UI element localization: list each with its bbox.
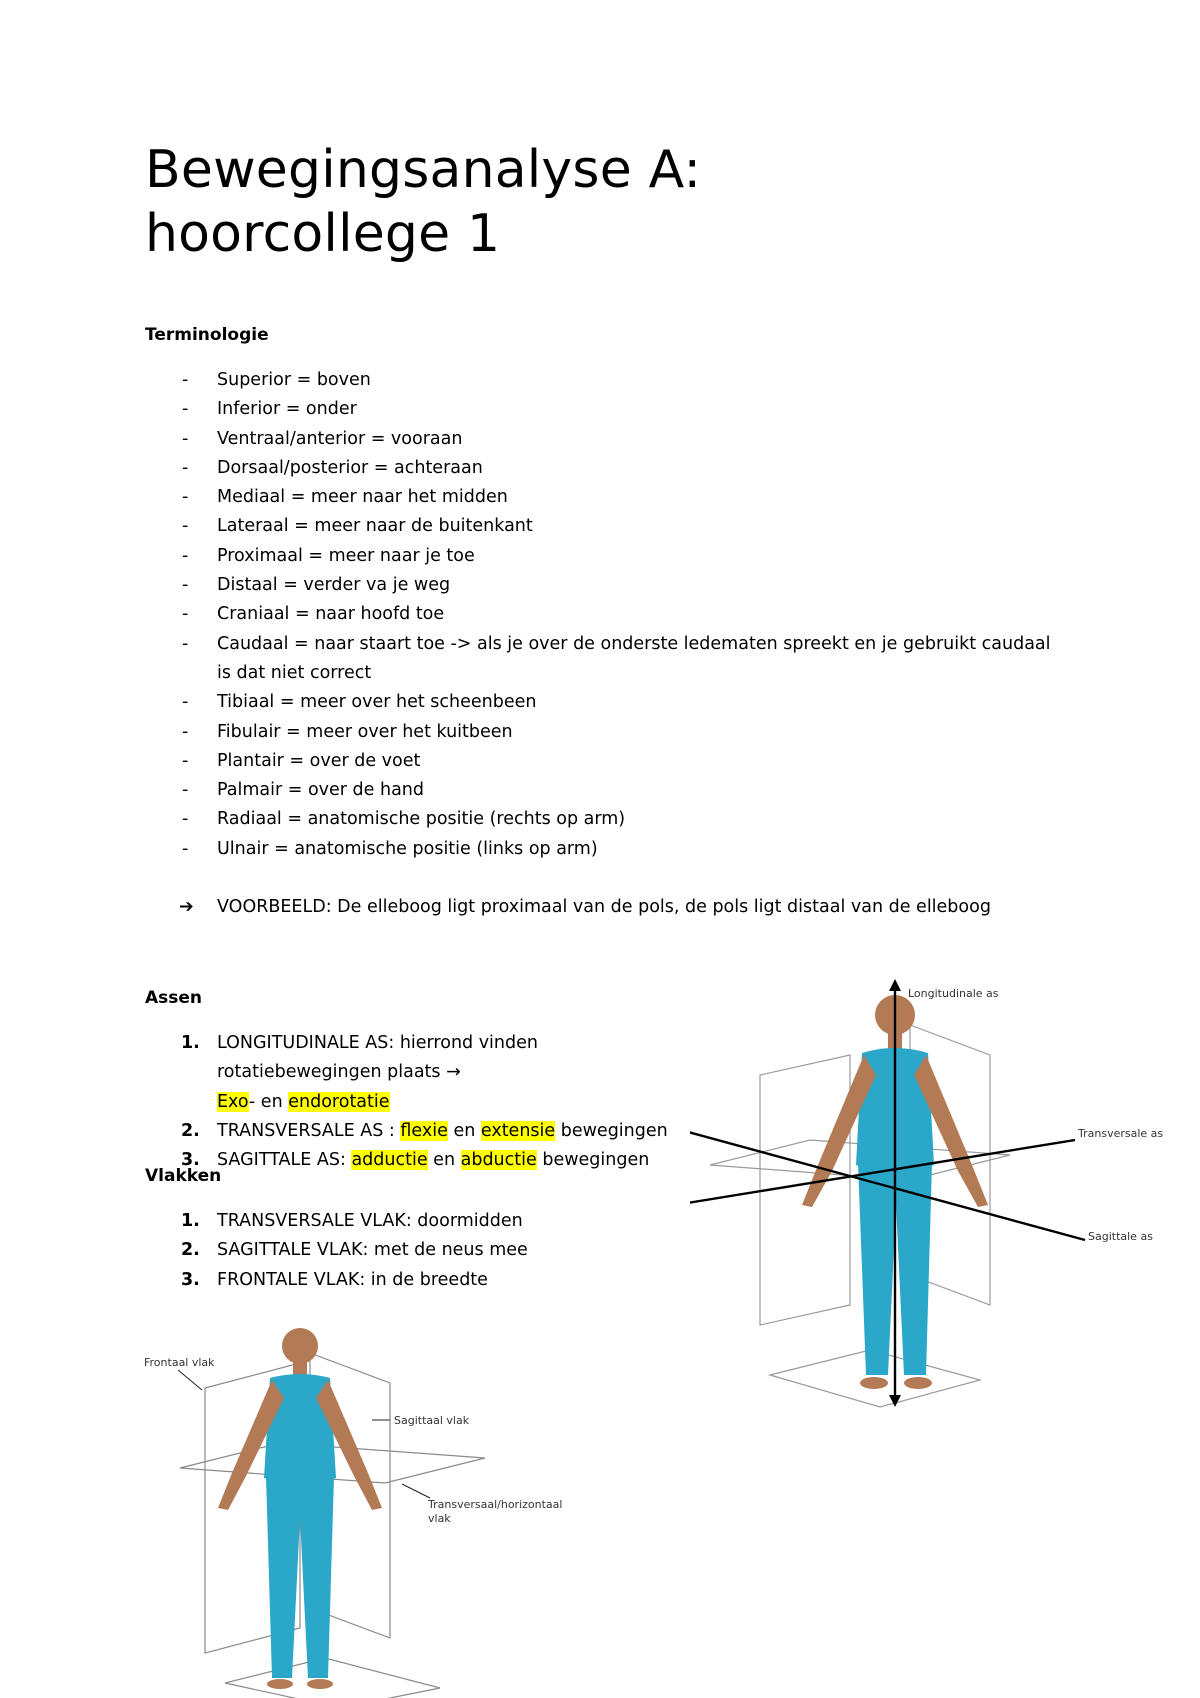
planes-figure <box>140 1308 590 1698</box>
label-transversal: Transversale as <box>1078 1127 1164 1140</box>
term-item: - Plantair = over de voet <box>182 750 421 771</box>
planes-item: 3. FRONTALE VLAK: in de breedte <box>181 1269 488 1290</box>
right-arrow-icon: ➔ <box>179 897 194 917</box>
term-item: - Ventraal/anterior = vooraan <box>182 428 463 449</box>
planes-item: 1. TRANSVERSALE VLAK: doormidden <box>181 1211 523 1231</box>
title-line-1: Bewegingsanalyse A: <box>145 140 702 200</box>
axes-figure <box>690 975 1170 1415</box>
term-item: - Palmair = over de hand <box>182 780 425 801</box>
term-item: - Proximaal = meer naar je toe <box>182 545 475 566</box>
human-figure <box>218 1328 382 1689</box>
example-text: VOORBEELD: De elleboog ligt proximaal van de pols, de pols ligt distaal van de elleboog <box>217 897 991 917</box>
axes-item-3: 3. SAGITTALE AS: adductie en abductie bewegingen <box>181 1150 650 1171</box>
term-item: - Fibulair = meer over het kuitbeen <box>182 721 513 742</box>
label-transversal-plane-1: Transversaal/horizontaal <box>428 1498 563 1511</box>
term-item: - Superior = boven <box>182 370 371 390</box>
label-longitudinal: Longitudinale as <box>908 987 999 1000</box>
document-title <box>145 138 701 266</box>
term-item: - Tibiaal = meer over het scheenbeen <box>182 692 537 713</box>
term-item: - Mediaal = meer naar het midden <box>182 487 508 508</box>
axes-heading: Assen <box>145 988 203 1008</box>
term-item: - Ulnair = anatomische positie (links op arm) <box>182 838 598 859</box>
planes-list <box>145 1207 705 1295</box>
terminology-list <box>145 366 1085 864</box>
label-transversal-plane-2: vlak <box>428 1512 451 1525</box>
term-item: - Caudaal = naar staart toe -> als je over de onderste ledematen spreekt en je gebruikt caudaal <box>182 633 1051 654</box>
term-item: - Distaal = verder va je weg <box>182 575 451 596</box>
arrow-down-icon <box>889 1395 901 1407</box>
planes-heading: Vlakken <box>145 1166 222 1186</box>
term-item: - Craniaal = naar hoofd toe <box>182 604 445 625</box>
axes-list <box>145 1029 705 1175</box>
label-sagittal-plane: Sagittaal vlak <box>394 1414 470 1427</box>
planes-item: 2. SAGITTALE VLAK: met de neus mee <box>181 1240 528 1261</box>
term-item: - Radiaal = anatomische positie (rechts op arm) <box>182 809 626 830</box>
label-sagittal: Sagittale as <box>1088 1230 1153 1243</box>
example-line <box>145 893 991 922</box>
axes-item-1: 1. LONGITUDINALE AS: hierrond vinden rotatiebewegingen plaats → Exo- en endorotatie <box>181 1033 538 1112</box>
arrow-up-icon <box>889 979 901 991</box>
term-item-continuation: is dat niet correct <box>217 662 372 683</box>
right-arrow-icon: → <box>446 1062 461 1083</box>
title-line-2: hoorcollege 1 <box>145 204 501 264</box>
term-item: - Dorsaal/posterior = achteraan <box>182 457 483 478</box>
label-frontal: Frontaal vlak <box>144 1356 215 1369</box>
term-item: - Lateraal = meer naar de buitenkant <box>182 516 533 537</box>
terminology-heading: Terminologie <box>145 325 269 345</box>
axes-item-2: 2. TRANSVERSALE AS : flexie en extensie bewegingen <box>181 1120 668 1141</box>
term-item: - Inferior = onder <box>182 399 357 420</box>
